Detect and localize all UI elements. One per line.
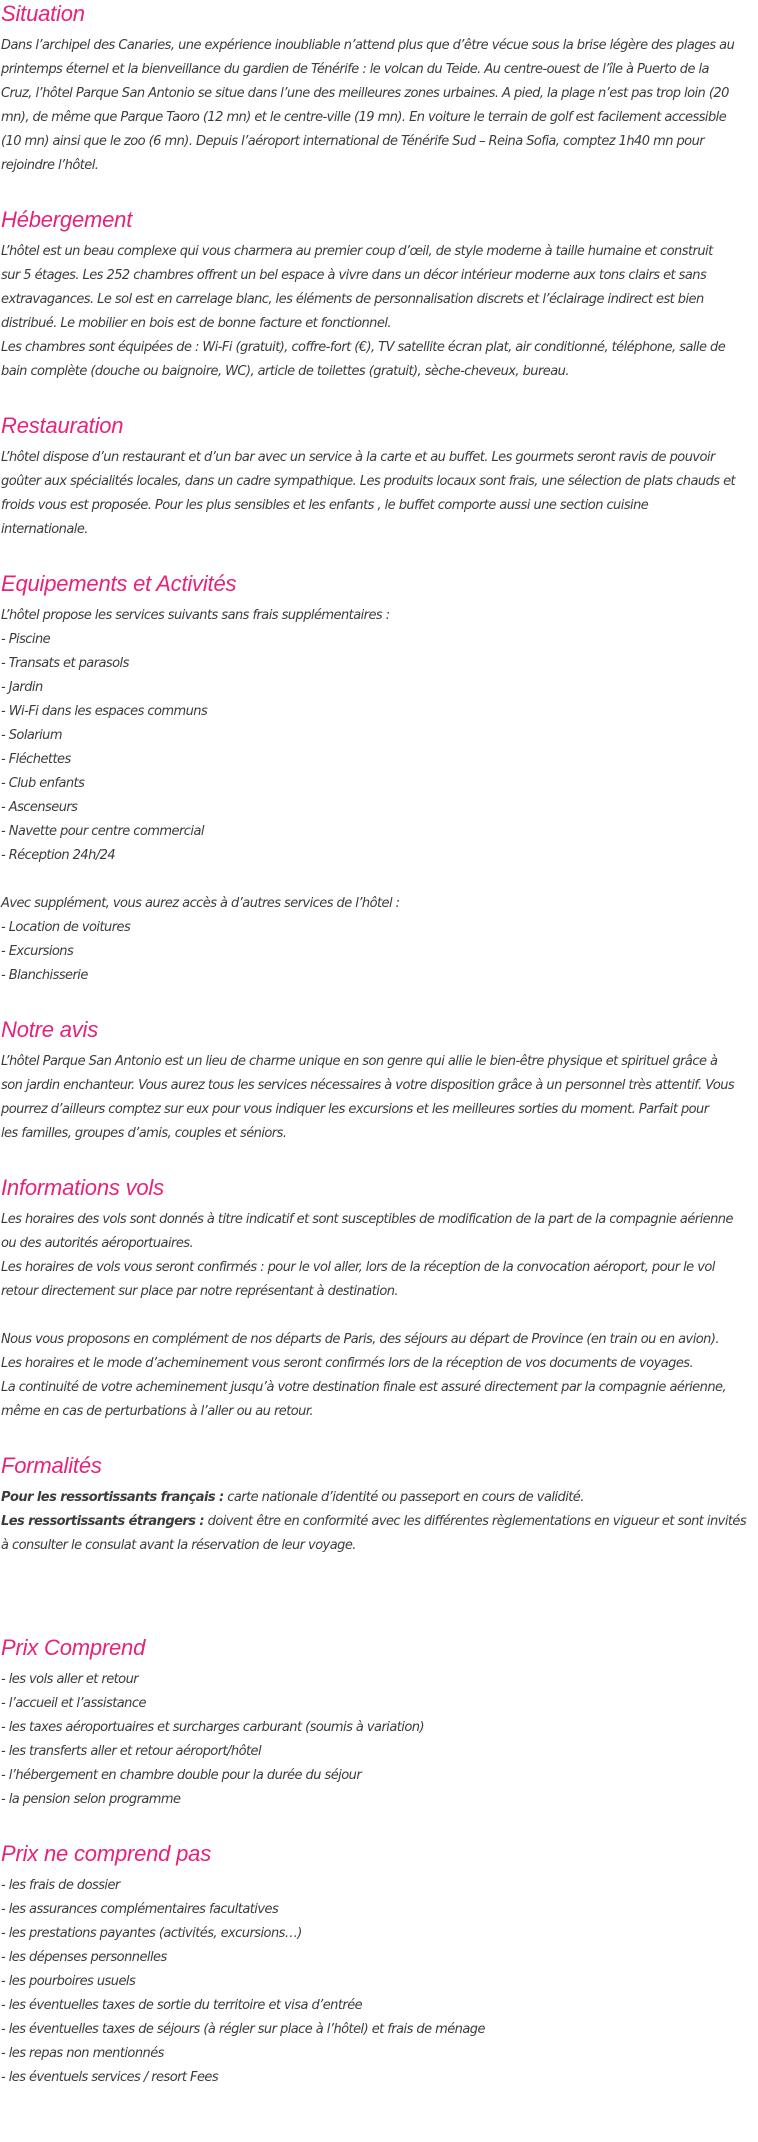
paragraph-line: L’hôtel dispose d’un restaurant et d’un bar avec un service à la carte et au buffet. Les gourmets seront ravis de pouvoir (1, 450, 715, 465)
list-item: - les pourboires usuels (1, 1974, 136, 1989)
list-item: - les assurances complémentaires facultatives (1, 1902, 279, 1917)
section-hebergement (1, 206, 758, 384)
paragraph-line: La continuité de votre acheminement jusqu’à votre destination finale est assuré directement par la compagnie aérienne, (1, 1380, 727, 1395)
section-title-hebergement: Hébergement (1, 207, 133, 232)
list-item: - les frais de dossier (1, 1878, 120, 1893)
line-text: à consulter le consulat avant la réservation de leur voyage. (1, 1538, 356, 1553)
paragraph-line: retour directement sur place par notre représentant à destination. (1, 1284, 398, 1299)
section-title-informations-vols: Informations vols (1, 1175, 164, 1200)
list-item: - Piscine (1, 632, 51, 647)
paragraph-line: (10 mn) ainsi que le zoo (6 mn). Depuis l’aéroport international de Ténérife Sud – Reina Sofia, comptez 1h40 mn pour (1, 134, 705, 149)
list-item: - Jardin (1, 680, 43, 695)
section-title-equipements: Equipements et Activités (1, 571, 237, 596)
line-text: carte nationale d’identité ou passeport en cours de validité. (223, 1490, 584, 1505)
paragraph-line: Dans l’archipel des Canaries, une expérience inoubliable n’attend plus que d’être vécue sous la brise légère des plages au (1, 38, 735, 53)
paragraph-line: pourrez d’ailleurs comptez sur eux pour vous indiquer les excursions et les meilleures sorties du moment. Parfait pour (1, 1102, 709, 1117)
section-formalites (1, 1452, 758, 1606)
paragraph-line: Nous vous proposons en complément de nos départs de Paris, des séjours au départ de Province (en train ou en avion). (1, 1332, 719, 1347)
paragraph-line: froids vous est proposée. Pour les plus sensibles et les enfants , le buffet comporte aussi une section cuisine (1, 498, 649, 513)
list-item: - Excursions (1, 944, 74, 959)
list-item: - les dépenses personnelles (1, 1950, 167, 1965)
line-text: doivent être en conformité avec les différentes règlementations en vigueur et sont invités (204, 1514, 747, 1529)
list-item: - les prestations payantes (activités, excursions…) (1, 1926, 302, 1941)
section-prix-comprend (1, 1634, 758, 1812)
paragraph-line: Les horaires de vols vous seront confirmés : pour le vol aller, lors de la réception de la convocation aéroport, pour le vol (1, 1260, 715, 1275)
paragraph-line (1, 1534, 758, 1558)
paragraph-line: Les chambres sont équipées de : Wi-Fi (gratuit), coffre-fort (€), TV satellite écran plat, air conditionné, téléphone, salle de (1, 340, 726, 355)
paragraph-line: Avec supplément, vous aurez accès à d’autres services de l’hôtel : (1, 896, 400, 911)
section-title-prix-comprend: Prix Comprend (1, 1635, 146, 1660)
section-title-notre-avis: Notre avis (1, 1017, 99, 1042)
section-title-restauration: Restauration (1, 413, 124, 438)
list-item: - les éventuelles taxes de séjours (à régler sur place à l’hôtel) et frais de ménage (1, 2022, 485, 2037)
list-item: - Fléchettes (1, 752, 71, 767)
paragraph-line: distribué. Le mobilier en bois est de bonne facture et fonctionnel. (1, 316, 391, 331)
section-title-situation: Situation (1, 1, 85, 26)
paragraph-line: rejoindre l’hôtel. (1, 158, 99, 173)
section-informations-vols (1, 1174, 758, 1424)
section-prix-ne-comprend-pas (1, 1840, 758, 2090)
blank-line (1, 868, 758, 892)
section-title-prix-ne-comprend-pas: Prix ne comprend pas (1, 1841, 211, 1866)
list-item: - Club enfants (1, 776, 85, 791)
paragraph-line: les familles, groupes d’amis, couples et séniors. (1, 1126, 287, 1141)
list-item: - les transferts aller et retour aéroport/hôtel (1, 1744, 262, 1759)
list-item: - la pension selon programme (1, 1792, 181, 1807)
section-situation (1, 0, 758, 178)
list-item: - Blanchisserie (1, 968, 88, 983)
paragraph-line: printemps éternel et la bienveillance du gardien de Ténérife : le volcan du Teide. Au centre-ouest de l’île à Puerto de la (1, 62, 709, 77)
paragraph-line: mn), de même que Parque Taoro (12 mn) et le centre-ville (19 mn). En voiture le terrain de golf est facilement accessible (1, 110, 727, 125)
list-item: - Wi-Fi dans les espaces communs (1, 704, 208, 719)
paragraph-line: sur 5 étages. Les 252 chambres offrent un bel espace à vivre dans un décor intérieur moderne aux tons clairs et sans (1, 268, 707, 283)
blank-line (1, 1304, 758, 1328)
bold-label: Pour les ressortissants français : (1, 1490, 224, 1505)
paragraph-line: L’hôtel Parque San Antonio est un lieu de charme unique en son genre qui allie le bien-être physique et spirituel grâce à (1, 1054, 718, 1069)
section-restauration (1, 412, 758, 542)
list-item: - les éventuelles taxes de sortie du territoire et visa d’entrée (1, 1998, 363, 2013)
list-item: - les taxes aéroportuaires et surcharges carburant (soumis à variation) (1, 1720, 424, 1735)
paragraph-line: son jardin enchanteur. Vous aurez tous les services nécessaires à votre disposition grâce à un personnel très attentif. Vous (1, 1078, 735, 1093)
paragraph-line: extravagances. Le sol est en carrelage blanc, les éléments de personnalisation discrets et l’éclairage indirect est bien (1, 292, 704, 307)
paragraph-line (1, 1486, 758, 1510)
paragraph-line: bain complète (douche ou baignoire, WC), article de toilettes (gratuit), sèche-cheveux, bureau. (1, 364, 569, 379)
paragraph-line: goûter aux spécialités locales, dans un cadre sympathique. Les produits locaux sont frais, une sélection de plats chauds et (1, 474, 736, 489)
section-equipements (1, 570, 758, 988)
section-notre-avis (1, 1016, 758, 1146)
list-item: - les repas non mentionnés (1, 2046, 164, 2061)
list-item: - Réception 24h/24 (1, 848, 116, 863)
list-item: - Ascenseurs (1, 800, 78, 815)
list-item: - les éventuels services / resort Fees (1, 2070, 219, 2085)
list-item: - Navette pour centre commercial (1, 824, 204, 839)
paragraph-line: Les horaires des vols sont donnés à titre indicatif et sont susceptibles de modification de la part de la compagnie aérienne (1, 1212, 733, 1227)
bold-label: Les ressortissants étrangers : (1, 1514, 205, 1529)
blank-line (1, 1558, 758, 1582)
list-item: - les vols aller et retour (1, 1672, 139, 1687)
paragraph-line: internationale. (1, 522, 88, 537)
paragraph-line: L’hôtel est un beau complexe qui vous charmera au premier coup d’œil, de style moderne à taille humaine et construit (1, 244, 713, 259)
list-item: - Transats et parasols (1, 656, 129, 671)
paragraph-line: ou des autorités aéroportuaires. (1, 1236, 194, 1251)
paragraph-line (1, 1510, 758, 1534)
paragraph-line: même en cas de perturbations à l’aller ou au retour. (1, 1404, 314, 1419)
paragraph-line: Cruz, l’hôtel Parque San Antonio se situe dans l’une des meilleures zones urbaines. A pied, la plage n’est pas trop loin (20 (1, 86, 729, 101)
list-item: - l’hébergement en chambre double pour la durée du séjour (1, 1768, 362, 1783)
section-title-formalites: Formalités (1, 1453, 102, 1478)
paragraph-line: L’hôtel propose les services suivants sans frais supplémentaires : (1, 608, 390, 623)
list-item: - l’accueil et l’assistance (1, 1696, 146, 1711)
list-item: - Solarium (1, 728, 62, 743)
list-item: - Location de voitures (1, 920, 131, 935)
blank-line (1, 1582, 758, 1606)
paragraph-line: Les horaires et le mode d’acheminement vous seront confirmés lors de la réception de vos documents de voyages. (1, 1356, 694, 1371)
